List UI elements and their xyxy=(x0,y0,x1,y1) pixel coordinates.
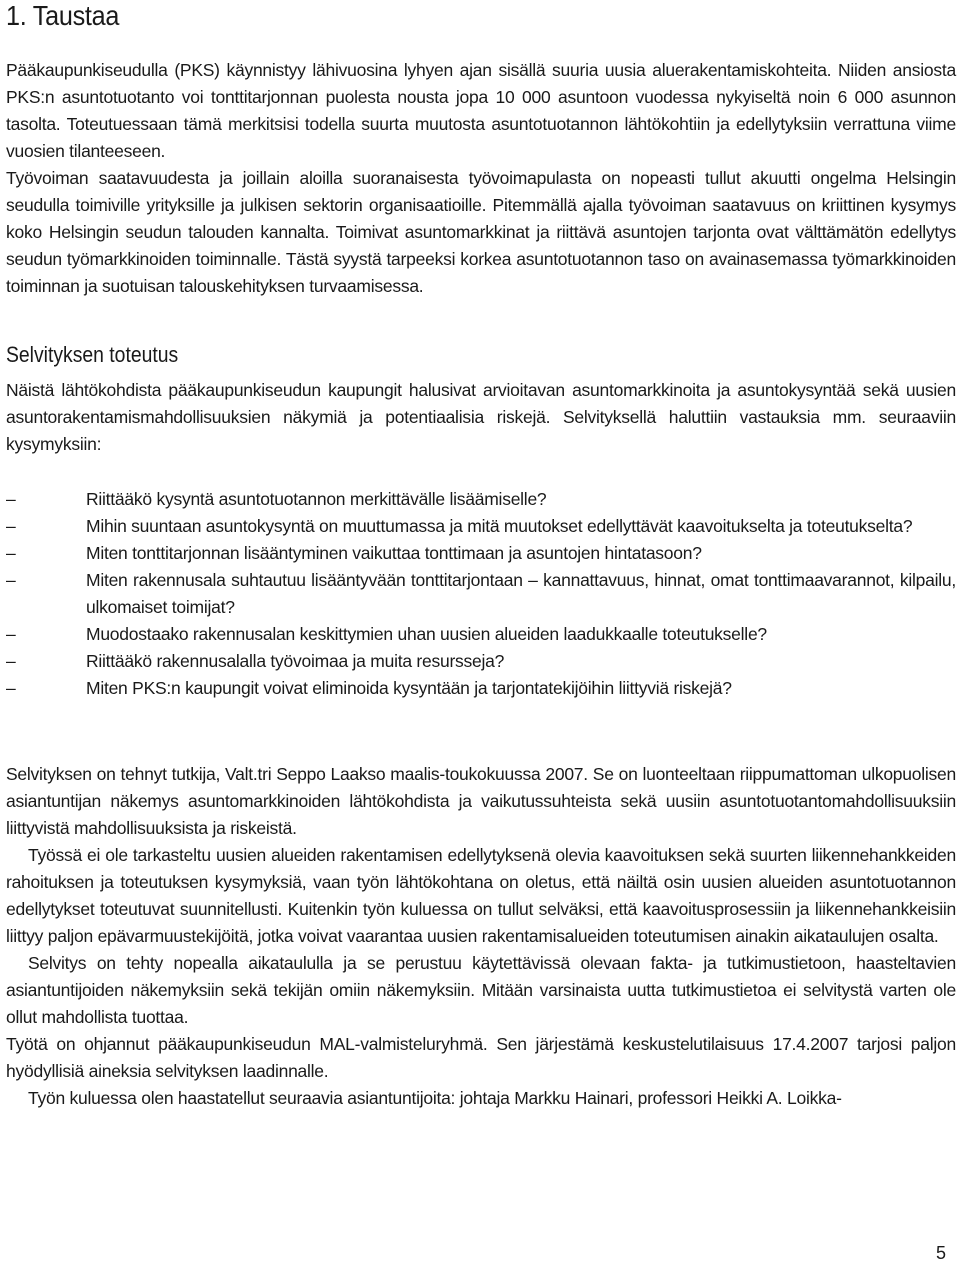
study-intro-paragraph: Näistä lähtökohdista pääkaupunkiseudun kaupungit halusivat arvioitavan asuntomarkkinoita ja asuntokysyntää sekä uusien asuntorakentamismahdollisuuksien näkymiä ja potentiaalisia riskejä. Selvityksellä haluttiin vastauksia mm. seuraaviin kysymyksiin: xyxy=(6,380,956,454)
closing-paragraph-5: Työn kuluessa olen haastatellut seuraavia asiantuntijoita: johtaja Markku Hainari, professori Heikki A. Loikka- xyxy=(28,1088,842,1108)
study-intro xyxy=(6,377,956,458)
subsection-heading: Selvityksen toteutus xyxy=(6,342,179,367)
dash-bullet: – xyxy=(6,678,16,698)
closing-paragraph-3: Selvitys on tehty nopealla aikataululla ja se perustuu käytettävissä olevaan fakta- ja tutkimustietoon, haasteltavien asiantuntijoiden näkemyksiin sekä tekijän omiin näkemyksiin. Mitään varsinaista uutta tutkimustietoa ei selvitystä varten ole ollut mahdollista tuottaa. xyxy=(6,953,956,1027)
closing-text xyxy=(6,761,956,1112)
question-text: Miten rakennusala suhtautuu lisääntyvään tonttitarjontaan – kannattavuus, hinnat, omat tonttimaavarannot, kilpailu, ulkomaiset toimijat? xyxy=(86,570,956,617)
question-text: Riittääkö rakennusalalla työvoimaa ja muita resursseja? xyxy=(86,651,505,671)
intro-paragraph-1: Pääkaupunkiseudulla (PKS) käynnistyy lähivuosina lyhyen ajan sisällä suuria uusia aluerakentamiskohteita. Niiden ansiosta PKS:n asuntotuotanto voi tonttitarjonnan puolesta nousta jopa 10 000 asuntoon vuodessa nykyiseltä noin 6 000 asunnon tasolta. Toteutuessaan tämä merkitsisi todella suurta muutosta asuntotuotannon lähtökohtiin ja edellytyksiin verrattuna viime vuosien tilanteeseen. xyxy=(6,60,956,161)
question-list xyxy=(6,486,956,702)
question-text: Miten PKS:n kaupungit voivat eliminoida kysyntään ja tarjontatekijöihin liittyviä riskejä? xyxy=(86,678,732,698)
dash-bullet: – xyxy=(6,651,16,671)
dash-bullet: – xyxy=(6,543,16,563)
intro-text xyxy=(6,57,956,300)
list-item xyxy=(6,648,956,675)
dash-bullet: – xyxy=(6,624,16,644)
question-text: Mihin suuntaan asuntokysyntä on muuttumassa ja mitä muutokset edellyttävät kaavoitukselta ja toteutukselta? xyxy=(86,516,913,536)
question-text: Muodostaako rakennusalan keskittymien uhan uusien alueiden laadukkaalle toteutukselle? xyxy=(86,624,767,644)
intro-paragraph-2: Työvoiman saatavuudesta ja joillain aloilla suoranaisesta työvoimapulasta on nopeasti tullut akuutti ongelma Helsingin seudulla toimiville yrityksille ja julkisen sektorin organisaatioille. Pitemmällä ajalla työvoiman saatavuus on kriittinen kysymys koko Helsingin seudun talouden kannalta. Toimivat asuntomarkkinat ja riittävä asuntojen tarjonta ovat välttämätön edellytys seudun työmarkkinoiden toiminnalle. Tästä syystä tarpeeksi korkea asuntotuotannon taso on avainasemassa työmarkkinoiden toiminnan ja suotuisan talouskehityksen turvaamisessa. xyxy=(6,168,956,296)
closing-paragraph-4: Työtä on ohjannut pääkaupunkiseudun MAL-valmisteluryhmä. Sen järjestämä keskustelutilaisuus 17.4.2007 tarjosi paljon hyödyllisiä aineksia selvityksen laadinnalle. xyxy=(6,1034,956,1081)
dash-bullet: – xyxy=(6,489,16,509)
question-text: Miten tonttitarjonnan lisääntyminen vaikuttaa tonttimaan ja asuntojen hintatasoon? xyxy=(86,543,702,563)
list-item xyxy=(6,567,956,621)
list-item xyxy=(6,513,956,540)
dash-bullet: – xyxy=(6,516,16,536)
closing-paragraph-1: Selvityksen on tehnyt tutkija, Valt.tri Seppo Laakso maalis-toukokuussa 2007. Se on luonteeltaan riippumattoman ulkopuolisen asiantuntijan näkemys asuntomarkkinoiden lähtökohdista ja vaikutussuhteista sekä uusiin asuntotuotantomahdollisuuksiin liittyvistä mahdollisuuksista ja riskeistä. xyxy=(6,764,956,838)
section-heading: 1. Taustaa xyxy=(6,0,120,31)
list-item xyxy=(6,486,956,513)
dash-bullet: – xyxy=(6,570,16,590)
closing-paragraph-2: Työssä ei ole tarkasteltu uusien alueiden rakentamisen edellytyksenä olevia kaavoituksen sekä suurten liikennehankkeiden rahoituksen ja toteutuksen kysymyksiä, vaan työn lähtökohtana on oletus, että näiltä osin uusien alueiden asuntotuotannon edellytykset toteutuvat suunnitellusti. Kuitenkin työn kuluessa on tullut selväksi, että kaavoitusprosessiin ja liikennehankkeisiin liittyy paljon epävarmuustekijöitä, jotka voivat vaarantaa uusien rakentamisalueiden toteutumisen ainakin aikataulujen osalta. xyxy=(6,845,956,946)
question-text: Riittääkö kysyntä asuntotuotannon merkittävälle lisäämiselle? xyxy=(86,489,547,509)
page-number: 5 xyxy=(935,1243,946,1263)
list-item xyxy=(6,540,956,567)
list-item xyxy=(6,621,956,648)
list-item xyxy=(6,675,956,702)
